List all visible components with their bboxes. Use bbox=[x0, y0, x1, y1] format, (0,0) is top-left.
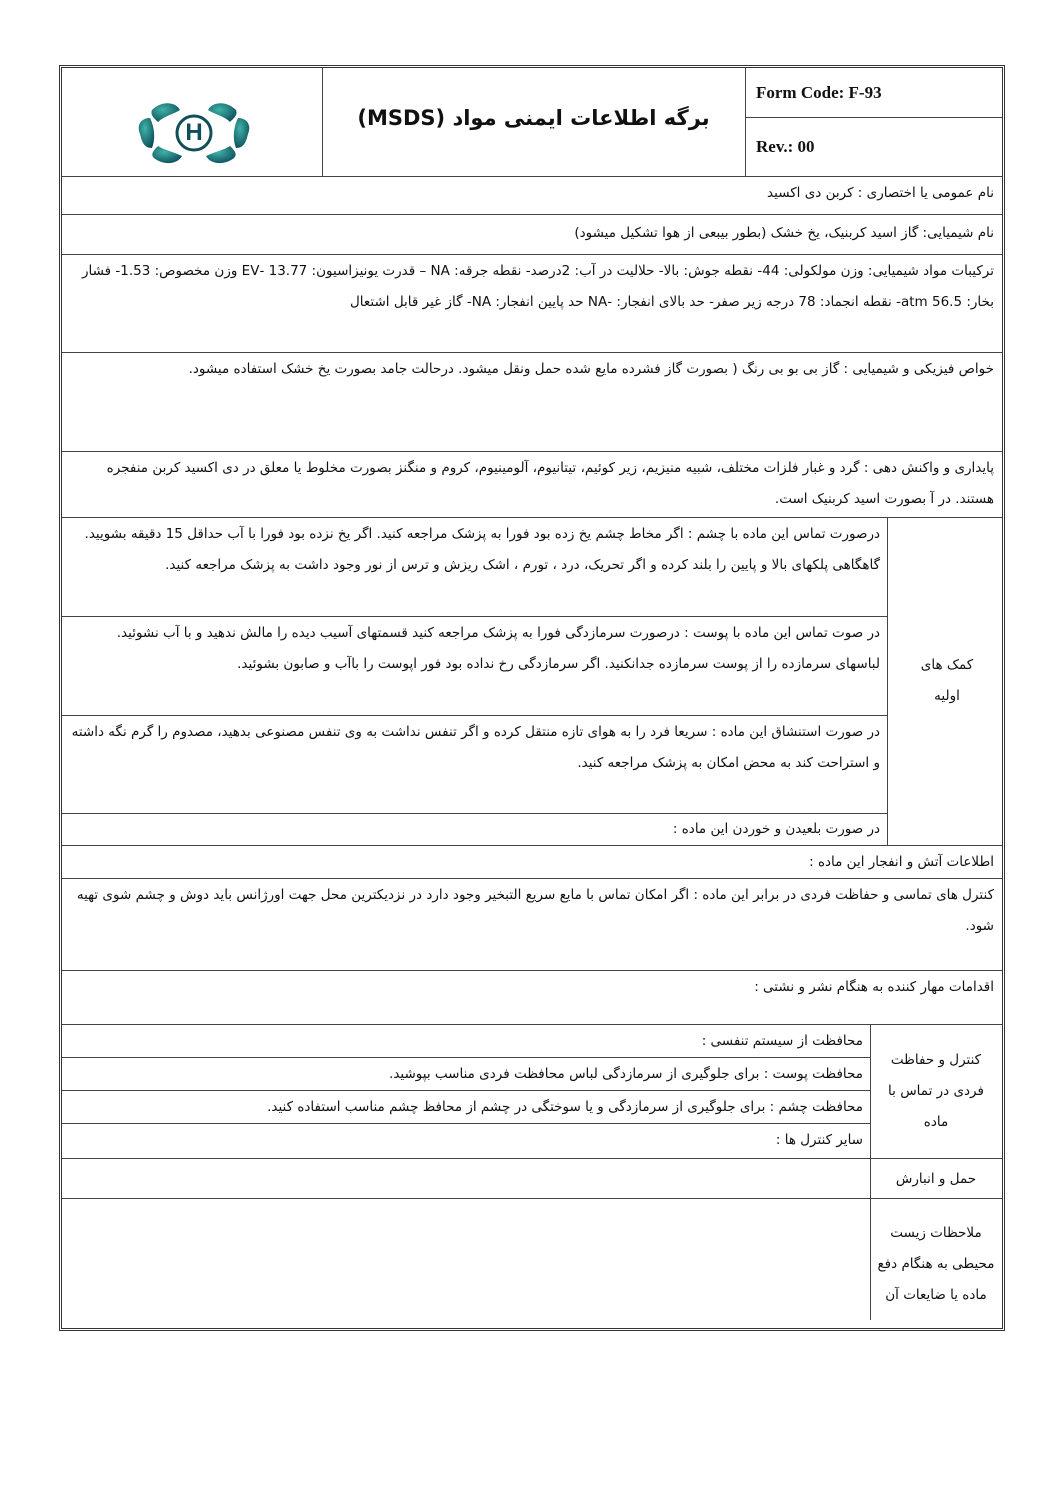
chemical-name: نام شیمیایی: گاز اسید کربنیک، یخ خشک (بطور بیبعی از هوا تشکیل میشود) bbox=[574, 225, 994, 241]
form-code: Form Code: F-93 bbox=[756, 83, 882, 102]
first-aid-ingestion: در صورت بلعیدن و خوردن این ماده : bbox=[672, 821, 880, 837]
general-name: نام عمومی یا اختصاری : کربن دی اکسید bbox=[767, 185, 994, 201]
environment-value bbox=[62, 1202, 871, 1322]
environment-label: ملاحظات زیست محیطی به هنگام دفع ماده یا ضایعات آن bbox=[877, 1224, 995, 1303]
ppe-label: کنترل و حفاظت فردی در تماس با ماده bbox=[888, 1051, 984, 1130]
handling-value bbox=[62, 1160, 871, 1198]
spill-measures: اقدامات مهار کننده به هنگام نشر و نشتی : bbox=[754, 979, 994, 995]
physical-properties: خواص فیزیکی و شیمیایی : گاز بی بو بی رنگ ( بصورت گاز فشرده مایع شده حمل ونقل میشود. درحالت جامد بصورت یخ خشک استفاده میشود. bbox=[188, 361, 994, 377]
company-logo bbox=[134, 98, 254, 168]
ppe-eye: محافظت چشم : برای جلوگیری از سرمازدگی و یا سوختگی در چشم از محافظ چشم مناسب استفاده کنید. bbox=[267, 1099, 863, 1115]
revision: Rev.: 00 bbox=[756, 137, 815, 156]
first-aid-label: کمک های اولیه bbox=[920, 657, 974, 704]
chemical-composition: ترکیبات مواد شیمیایی: وزن مولکولی: 44- نقطه جوش: بالا- حلالیت در آب: 2درصد- نقطه جرقه: NA – قدرت یونیزاسیون: 13.77 -EV وزن مخصوص: 1.53- فشار بخار: 56.5 atm- نقطه انجماد: 78 درجه زیر صفر- حد بالای انفجار: -NA حد پایین انفجار: NA- گاز غیر قابل اشتعال bbox=[81, 263, 994, 310]
ppe-respiratory: محافظت از سیستم تنفسی : bbox=[701, 1033, 863, 1049]
msds-form bbox=[59, 65, 1005, 1331]
stability-reactivity: پایداری و واکنش دهی : گرد و غبار فلزات مختلف، شبیه منیزیم، زیر کوئیم، تیتانیوم، آلومینیوم، کروم و منگنز بصورت مخلوط یا معلق در دی اکسید کربن منفجره هستند. در آ بصورت اسید کربنیک است. bbox=[106, 460, 994, 507]
ppe-skin: محافظت پوست : برای جلوگیری از سرمازدگی لباس محافظت فردی مناسب بپوشید. bbox=[389, 1066, 863, 1082]
handling-label: حمل و انبارش bbox=[895, 1170, 977, 1187]
ppe-other: سایر کنترل ها : bbox=[775, 1132, 863, 1148]
fire-explosion-info: اطلاعات آتش و انفجار این ماده : bbox=[809, 854, 994, 870]
first-aid-eye: درصورت تماس این ماده با چشم : اگر مخاط چشم یخ زده بود فورا به پزشک مراجعه کنید. اگر یخ نزده بود فورا با آب حداقل 15 دقیقه بشویید. گاهگاهی پلکهای بالا و پایین را بلند کرده و اگر تحریک، درد ، تورم ، اشک ریزش و ترس از نور وجود داشت به پزشک مراجعه کنید. bbox=[84, 526, 880, 573]
first-aid-inhalation: در صورت استنشاق این ماده : سریعا فرد را به هوای تازه منتقل کرده و اگر تنفس نداشت به وی تنفس مصنوعی بدهید، مصدوم را گرم نگه داشته و استراحت کند به محض امکان به پزشک مراجعه کنید. bbox=[71, 724, 880, 771]
contact-controls: کنترل های تماسی و حفاظت فردی در برابر این ماده : اگر امکان تماس با مایع سریع التبخیر وجود دارد در نزدیکترین محل جهت اورژانس باید دوش و چشم شوی تهیه شود. bbox=[76, 887, 994, 934]
form-title: برگه اطلاعات ایمنی مواد (MSDS) bbox=[357, 106, 710, 130]
logo-letter: H bbox=[185, 119, 203, 146]
first-aid-skin: در صوت تماس این ماده با پوست : درصورت سرمازدگی فورا به پزشک مراجعه کنید قسمتهای آسیب دیده را مالش ندهید و با آب نشوئید. لباسهای سرمازده را از پوست سرمازده جدانکنید. اگر سرمازدگی رخ نداده بود فور اپوست را باآب و صابون بشوئید. bbox=[116, 625, 880, 672]
